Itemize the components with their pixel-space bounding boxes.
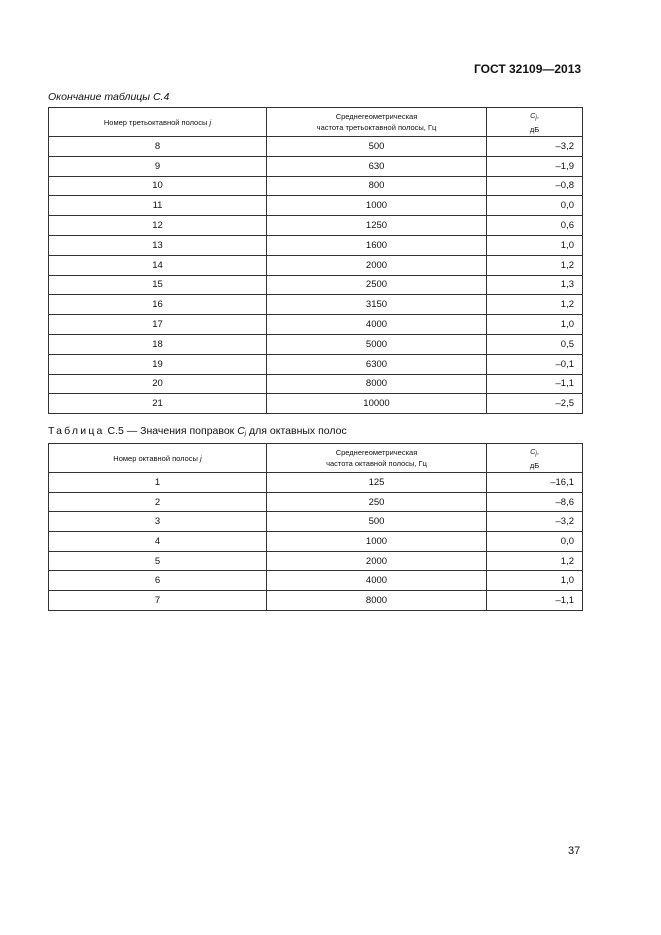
band-number-cell: 3 — [49, 512, 267, 532]
table-header-row — [49, 108, 583, 137]
table-row — [49, 295, 583, 315]
octave-table — [48, 443, 583, 611]
table-row — [49, 216, 583, 236]
table-row — [49, 394, 583, 414]
band-number-cell: 14 — [49, 255, 267, 275]
third-octave-table — [48, 107, 583, 414]
table-row — [49, 235, 583, 255]
correction-cell: –16,1 — [487, 473, 583, 493]
band-number-cell: 2 — [49, 492, 267, 512]
correction-cell: 1,0 — [487, 235, 583, 255]
table-row — [49, 532, 583, 552]
band-number-cell: 19 — [49, 354, 267, 374]
column-header-frequency: Среднегеометрическая частота третьоктавной полосы, Гц — [267, 108, 487, 137]
frequency-cell: 8000 — [267, 374, 487, 394]
frequency-cell: 250 — [267, 492, 487, 512]
correction-cell: –0,1 — [487, 354, 583, 374]
band-number-cell: 12 — [49, 216, 267, 236]
column-header-band-number: Номер октавной полосы j — [49, 444, 267, 473]
correction-cell: 0,0 — [487, 532, 583, 552]
band-number-cell: 17 — [49, 315, 267, 335]
table-row — [49, 354, 583, 374]
band-number-cell: 16 — [49, 295, 267, 315]
frequency-cell: 1000 — [267, 196, 487, 216]
correction-cell: –3,2 — [487, 512, 583, 532]
table-row — [49, 176, 583, 196]
frequency-cell: 5000 — [267, 334, 487, 354]
table-row — [49, 137, 583, 157]
band-number-cell: 4 — [49, 532, 267, 552]
correction-cell: 1,2 — [487, 255, 583, 275]
band-number-cell: 1 — [49, 473, 267, 493]
table-row — [49, 492, 583, 512]
column-header-correction: Cj, дБ — [487, 108, 583, 137]
band-number-cell: 8 — [49, 137, 267, 157]
correction-cell: –2,5 — [487, 394, 583, 414]
correction-cell: –3,2 — [487, 137, 583, 157]
frequency-cell: 4000 — [267, 315, 487, 335]
frequency-cell: 8000 — [267, 591, 487, 611]
frequency-cell: 2500 — [267, 275, 487, 295]
page-number: 37 — [568, 845, 581, 857]
table-row — [49, 334, 583, 354]
correction-cell: –1,9 — [487, 156, 583, 176]
table-row — [49, 255, 583, 275]
column-header-frequency: Среднегеометрическая частота октавной полосы, Гц — [267, 444, 487, 473]
correction-cell: 1,2 — [487, 551, 583, 571]
correction-cell: 0,6 — [487, 216, 583, 236]
frequency-cell: 1600 — [267, 235, 487, 255]
table-body — [49, 137, 583, 414]
frequency-cell: 6300 — [267, 354, 487, 374]
correction-cell: –1,1 — [487, 591, 583, 611]
frequency-cell: 500 — [267, 512, 487, 532]
table-body — [49, 473, 583, 611]
table-row — [49, 551, 583, 571]
correction-cell: 1,0 — [487, 571, 583, 591]
correction-cell: 0,0 — [487, 196, 583, 216]
table-row — [49, 473, 583, 493]
correction-cell: 0,5 — [487, 334, 583, 354]
frequency-cell: 800 — [267, 176, 487, 196]
band-number-cell: 21 — [49, 394, 267, 414]
correction-cell: 1,2 — [487, 295, 583, 315]
band-number-cell: 18 — [49, 334, 267, 354]
column-header-band-number: Номер третьоктавной полосы j — [49, 108, 267, 137]
document-id: ГОСТ 32109—2013 — [474, 62, 582, 76]
frequency-cell: 2000 — [267, 551, 487, 571]
column-header-correction: Cj, дБ — [487, 444, 583, 473]
frequency-cell: 10000 — [267, 394, 487, 414]
table-row — [49, 571, 583, 591]
band-number-cell: 9 — [49, 156, 267, 176]
table-row — [49, 591, 583, 611]
table-row — [49, 315, 583, 335]
band-number-cell: 10 — [49, 176, 267, 196]
band-number-cell: 5 — [49, 551, 267, 571]
frequency-cell: 125 — [267, 473, 487, 493]
correction-cell: –1,1 — [487, 374, 583, 394]
correction-cell: –0,8 — [487, 176, 583, 196]
table-header-row — [49, 444, 583, 473]
band-number-cell: 15 — [49, 275, 267, 295]
frequency-cell: 1000 — [267, 532, 487, 552]
band-number-cell: 11 — [49, 196, 267, 216]
correction-cell: –8,6 — [487, 492, 583, 512]
frequency-cell: 1250 — [267, 216, 487, 236]
band-number-cell: 6 — [49, 571, 267, 591]
table-row — [49, 374, 583, 394]
correction-cell: 1,0 — [487, 315, 583, 335]
band-number-cell: 20 — [49, 374, 267, 394]
band-number-cell: 7 — [49, 591, 267, 611]
table-row — [49, 512, 583, 532]
table-row — [49, 196, 583, 216]
band-number-cell: 13 — [49, 235, 267, 255]
frequency-cell: 3150 — [267, 295, 487, 315]
frequency-cell: 2000 — [267, 255, 487, 275]
frequency-cell: 4000 — [267, 571, 487, 591]
frequency-cell: 500 — [267, 137, 487, 157]
table-caption: Окончание таблицы С.4 — [48, 91, 170, 103]
table-row — [49, 156, 583, 176]
correction-cell: 1,3 — [487, 275, 583, 295]
table-row — [49, 275, 583, 295]
table-caption: Таблица С.5 — Значения поправок Cj для октавных полос — [48, 425, 347, 437]
frequency-cell: 630 — [267, 156, 487, 176]
